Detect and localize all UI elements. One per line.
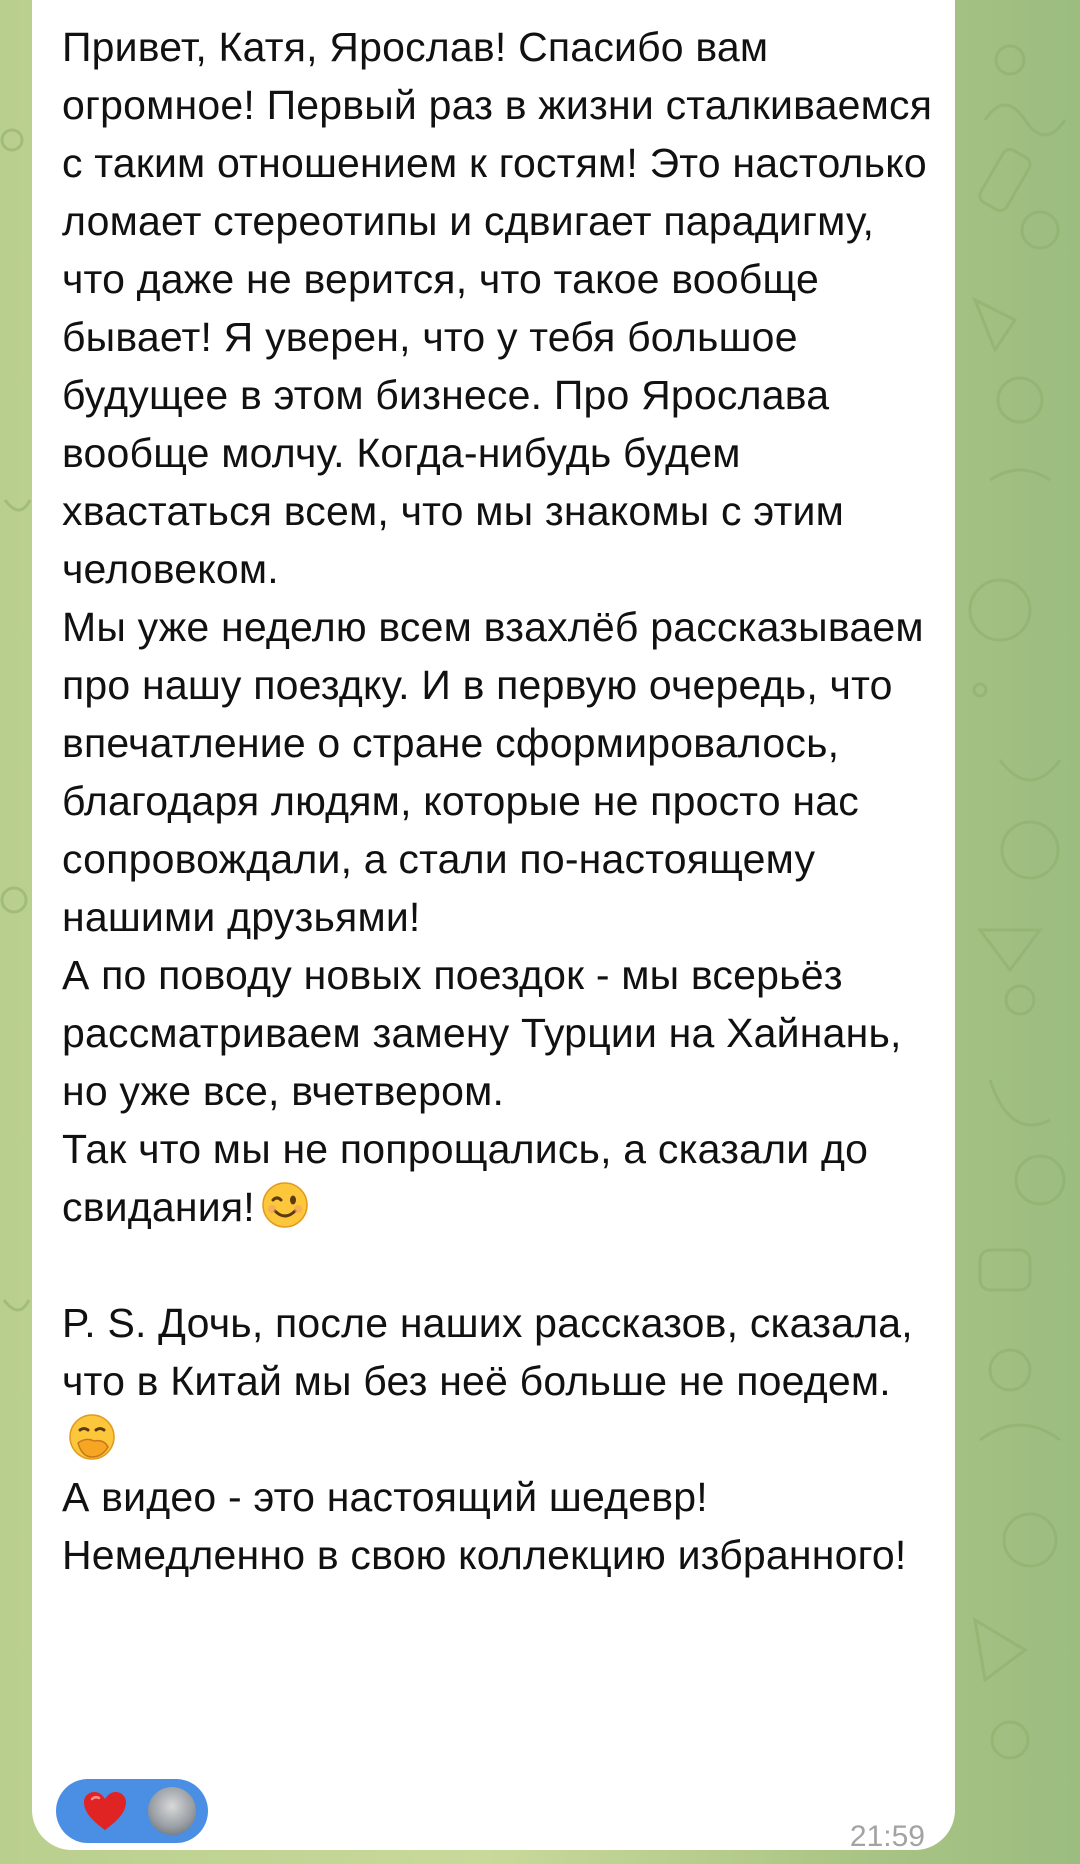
message-timestamp: 21:59 (849, 1820, 925, 1853)
message-paragraph-with-emoji (62, 1294, 942, 1468)
message-paragraph: Немедленно в свою коллекцию избранного! (62, 1532, 907, 1578)
message-text (62, 18, 942, 1584)
face-with-hand-over-mouth-icon (68, 1413, 116, 1461)
reaction-pill[interactable] (56, 1779, 208, 1843)
message-paragraph: P. S. Дочь, после наших рассказов, сказала, что в Китай мы без неё больше не поедем. (62, 1300, 913, 1404)
blank-line (62, 1236, 942, 1294)
message-paragraph: Привет, Катя, Ярослав! Спасибо вам огромное! Первый раз в жизни сталкиваемся с таким отношением к гостям! Это настолько ломает стереотипы и сдвигает парадигму, что даже не верится, что такое вообще бывает! Я уверен, что у тебя большое будущее в этом бизнесе. Про Ярослава вообще молчу. Когда-нибудь будем хвастаться всем, что мы знакомы с этим человеком. (62, 24, 933, 592)
reactor-avatar (145, 1784, 199, 1838)
message-paragraph: А видео - это настоящий шедевр! (62, 1474, 708, 1520)
message-paragraph-with-emoji (62, 1120, 942, 1236)
heart-icon (82, 1790, 128, 1832)
message-paragraph: Мы уже неделю всем взахлёб рассказываем про нашу поездку. И в первую очередь, что впечатление о стране сформировалось, благодаря людям, которые не просто нас сопровождали, а стали по-настоящему нашими друзьями! (62, 604, 924, 940)
message-paragraph: А по поводу новых поездок - мы всерьёз рассматриваем замену Турции на Хайнань, но уже все, вчетвером. (62, 952, 902, 1114)
winking-face-icon (261, 1181, 309, 1229)
message-paragraph: Так что мы не попрощались, а сказали до свидания! (62, 1126, 869, 1230)
